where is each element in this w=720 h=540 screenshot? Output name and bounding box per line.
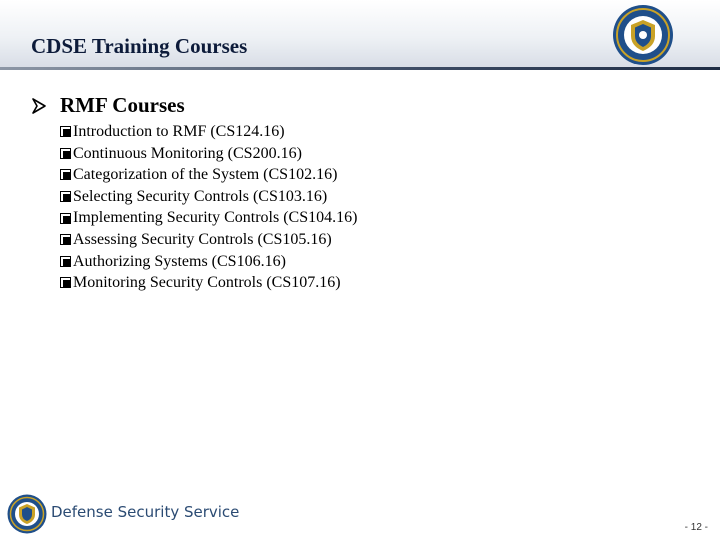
checkbox-icon <box>60 256 71 267</box>
checkbox-icon <box>60 148 71 159</box>
dss-seal-icon <box>7 494 47 534</box>
list-item <box>60 229 357 251</box>
dss-seal-icon <box>612 4 674 66</box>
checkbox-icon <box>60 234 71 245</box>
course-label: Monitoring Security Controls (CS107.16) <box>73 274 341 292</box>
arrow-bullet-icon <box>31 98 47 114</box>
slide-title: CDSE Training Courses <box>31 34 248 58</box>
course-label: Authorizing Systems (CS106.16) <box>73 252 286 270</box>
checkbox-icon <box>60 213 71 224</box>
course-label: Categorization of the System (CS102.16) <box>73 166 338 184</box>
section-bullet <box>31 93 185 118</box>
footer-org-name: Defense Security Service <box>51 503 240 521</box>
list-item <box>60 121 357 143</box>
list-item <box>60 164 357 186</box>
course-label: Implementing Security Controls (CS104.16) <box>73 209 358 227</box>
list-item <box>60 272 357 294</box>
course-label: Continuous Monitoring (CS200.16) <box>73 144 302 162</box>
list-item <box>60 251 357 273</box>
page-number: - 12 - <box>684 522 708 533</box>
checkbox-icon <box>60 169 71 180</box>
list-item <box>60 207 357 229</box>
checkbox-icon <box>60 191 71 202</box>
course-label: Introduction to RMF (CS124.16) <box>73 123 285 140</box>
list-item <box>60 186 357 208</box>
list-item <box>60 143 357 165</box>
header-divider <box>0 67 720 70</box>
checkbox-icon <box>60 126 71 137</box>
checkbox-icon <box>60 277 71 288</box>
course-list <box>60 121 357 294</box>
course-label: Selecting Security Controls (CS103.16) <box>73 187 328 205</box>
section-heading: RMF Courses <box>60 93 185 117</box>
course-label: Assessing Security Controls (CS105.16) <box>73 230 332 248</box>
